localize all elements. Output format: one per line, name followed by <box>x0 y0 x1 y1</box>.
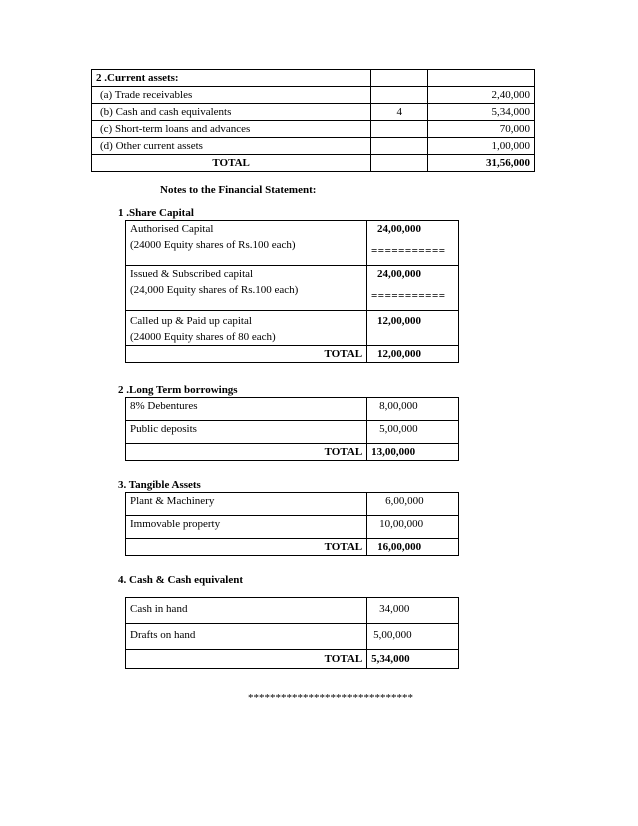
note-ref <box>371 121 428 138</box>
table-row <box>126 346 459 363</box>
amount: 5,00,000 <box>367 421 459 444</box>
long-term-table <box>125 397 459 461</box>
total-label: TOTAL <box>92 155 371 172</box>
note-ref <box>371 87 428 104</box>
current-assets-table <box>91 69 535 172</box>
row-label: Drafts on hand <box>126 624 367 650</box>
total-label: TOTAL <box>126 539 367 556</box>
amount: 10,00,000 <box>367 516 459 539</box>
amount: 8,00,000 <box>367 398 459 421</box>
table-row <box>92 155 535 172</box>
underline-separator: =========== <box>371 245 446 257</box>
amount: 24,00,000 <box>377 268 422 280</box>
amount: 2,40,000 <box>428 87 535 104</box>
amount: 5,34,000 <box>428 104 535 121</box>
total-label: TOTAL <box>126 444 367 461</box>
tangible-table <box>125 492 459 556</box>
amount: 6,00,000 <box>367 493 459 516</box>
cash-heading: 4. Cash & Cash equivalent <box>118 574 243 586</box>
table-row <box>126 311 459 346</box>
total-label: TOTAL <box>126 650 367 669</box>
table-row <box>126 398 459 421</box>
footer-divider: ****************************** <box>248 692 413 704</box>
row-label: (d) Other current assets <box>92 138 371 155</box>
amount: 1,00,000 <box>428 138 535 155</box>
total-amount: 12,00,000 <box>367 346 459 363</box>
row-label: Public deposits <box>126 421 367 444</box>
row-sublabel: (24000 Equity shares of Rs.100 each) <box>130 239 296 251</box>
row-label: 8% Debentures <box>126 398 367 421</box>
total-amount: 13,00,000 <box>367 444 459 461</box>
table-row <box>126 444 459 461</box>
amount: 70,000 <box>428 121 535 138</box>
table-row <box>92 121 535 138</box>
row-label: (c) Short-term loans and advances <box>92 121 371 138</box>
table-row <box>126 421 459 444</box>
table-row <box>126 266 459 311</box>
row-label: (a) Trade receivables <box>92 87 371 104</box>
cash-table <box>125 597 459 669</box>
total-amount: 31,56,000 <box>428 155 535 172</box>
row-label: Immovable property <box>126 516 367 539</box>
amount: 12,00,000 <box>377 315 422 327</box>
underline-separator: =========== <box>371 290 446 302</box>
table-row <box>126 516 459 539</box>
long-term-heading: 2 .Long Term borrowings <box>118 384 238 396</box>
table-row <box>92 138 535 155</box>
row-label: Authorised Capital <box>130 223 214 235</box>
total-amount: 5,34,000 <box>367 650 459 669</box>
row-label: Called up & Paid up capital <box>130 315 252 327</box>
amount: 34,000 <box>367 598 459 624</box>
row-label: (b) Cash and cash equivalents <box>92 104 371 121</box>
table-row <box>126 221 459 266</box>
table-row <box>126 624 459 650</box>
table-row <box>92 87 535 104</box>
notes-title: Notes to the Financial Statement: <box>160 184 317 196</box>
row-sublabel: (24000 Equity shares of 80 each) <box>130 331 276 343</box>
row-label: Issued & Subscribed capital <box>130 268 254 280</box>
table-row <box>126 598 459 624</box>
table-row <box>126 493 459 516</box>
row-sublabel: (24,000 Equity shares of Rs.100 each) <box>130 284 299 296</box>
total-label: TOTAL <box>126 346 367 363</box>
tangible-heading: 3. Tangible Assets <box>118 479 201 491</box>
row-label: Cash in hand <box>126 598 367 624</box>
note-ref: 4 <box>371 104 428 121</box>
amount: 24,00,000 <box>377 223 422 235</box>
current-assets-heading: 2 .Current assets: <box>92 70 371 87</box>
table-row <box>92 104 535 121</box>
total-amount: 16,00,000 <box>367 539 459 556</box>
table-row <box>92 70 535 87</box>
table-row <box>126 539 459 556</box>
amount: 5,00,000 <box>367 624 459 650</box>
note-ref <box>371 138 428 155</box>
table-row <box>126 650 459 669</box>
share-capital-table <box>125 220 459 363</box>
row-label: Plant & Machinery <box>126 493 367 516</box>
share-capital-heading: 1 .Share Capital <box>118 207 194 219</box>
